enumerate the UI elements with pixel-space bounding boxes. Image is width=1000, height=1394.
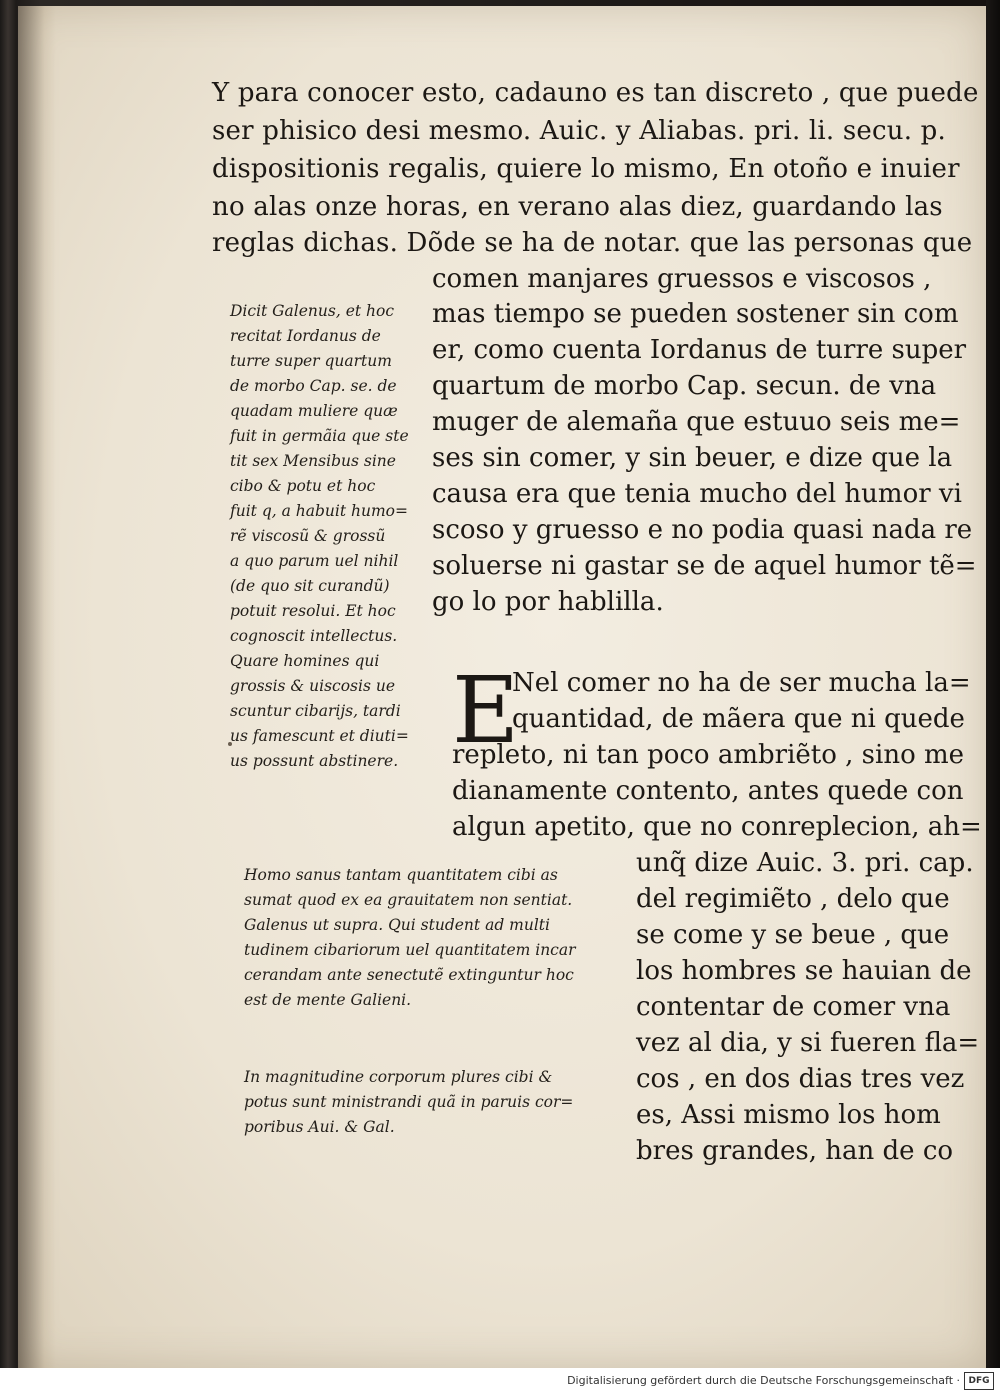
gloss-line: grossis & uiscosis ue [230,677,395,695]
body-text-line: mas tiempo se pueden sostener sin com [432,299,959,329]
body-text-line: ses sin comer, y sin beuer, e dize que la [432,443,953,473]
page-edge [986,0,1000,1394]
gloss-line: tudinem cibariorum uel quantitatem incar [244,941,576,959]
gloss-line: sumat quod ex ea grauitatem non sentiat. [244,891,573,909]
body-text-line: vez al dia, y si fueren fla= [636,1028,980,1058]
digitization-footer [0,1368,1000,1394]
gloss-line: In magnitudine corporum plures cibi & [244,1068,553,1086]
body-text-line: comen manjares gruessos e viscosos , [432,264,932,294]
body-text-line: quantidad, de mãera que ni quede [512,704,965,734]
gloss-line: turre super quartum [230,352,392,370]
body-text-line: cos , en dos dias tres vez [636,1064,965,1094]
body-text-line: er, como cuenta Iordanus de turre super [432,335,967,365]
gloss-line: scuntur cibarijs, tardi [230,702,401,720]
body-text-line: go lo por hablilla. [432,587,664,617]
gloss-line: Galenus ut supra. Qui student ad multi [244,916,550,934]
gloss-line: (de quo sit curandũ) [230,577,390,595]
gloss-line: Homo sanus tantam quantitatem cibi as [244,866,558,884]
body-text-line: dianamente contento, antes quede con [452,776,964,806]
gloss-line: de morbo Cap. se. de [230,377,397,395]
footer-credit: Digitalisierung gefördert durch die Deutsche Forschungsgemeinschaft · [567,1374,960,1387]
body-text-line: algun apetito, que no conreplecion, ah= [452,812,982,842]
gloss-line: potuit resolui. Et hoc [230,602,396,620]
dfg-logo: DFG [964,1372,994,1390]
gloss-line: recitat Iordanus de [230,327,381,345]
gloss-line: rẽ viscosũ & grossũ [230,527,386,545]
body-text-line: es, Assi mismo los hom [636,1100,941,1130]
main-text-line: reglas dichas. Dõde se ha de notar. que las personas que [212,228,973,258]
gloss-line: est de mente Galieni. [244,991,412,1009]
page-gutter [18,6,56,1368]
body-text-line: bres grandes, han de co [636,1136,954,1166]
gloss-line: cognoscit intellectus. [230,627,398,645]
drop-cap: E [452,657,520,764]
gloss-line: cerandam ante senectutẽ extinguntur hoc [244,966,574,984]
main-text-line: ser phisico desi mesmo. Auic. y Aliabas. pri. li. secu. p. [212,116,946,146]
gloss-line: cibo & potu et hoc [230,477,376,495]
main-text-line: dispositionis regalis, quiere lo mismo, En otoño e inuier [212,154,960,184]
gloss-line: fuit q, a habuit humo= [230,502,409,520]
gloss-line: us famescunt et diuti= [230,727,409,745]
gloss-line: Quare homines qui [230,652,380,670]
gloss-line: fuit in germãia que ste [230,427,409,445]
body-text-line: Nel comer no ha de ser mucha la= [512,668,971,698]
body-text-line: contentar de comer vna [636,992,951,1022]
body-text-line: unq̃ dize Auic. 3. pri. cap. [636,848,974,878]
body-text-line: quartum de morbo Cap. secun. de vna [432,371,937,401]
body-text-line: del regimiẽto , delo que [636,884,950,914]
gloss-line: poribus Aui. & Gal. [244,1118,395,1136]
gloss-line: us possunt abstinere. [230,752,399,770]
body-text-line: repleto, ni tan poco ambriẽto , sino me [452,740,965,770]
body-text-line: muger de alemaña que estuuo seis me= [432,407,961,437]
gloss-line: tit sex Mensibus sine [230,452,396,470]
body-text-line: se come y se beue , que [636,920,950,950]
main-text-line: no alas onze horas, en verano alas diez, guardando las [212,192,943,222]
main-text-line: Y para conocer esto, cadauno es tan discreto , que puede [212,78,979,108]
gloss-line: quadam muliere quæ [230,402,398,420]
body-text-line: causa era que tenia mucho del humor vi [432,479,962,509]
body-text-line: soluerse ni gastar se de aquel humor tẽ= [432,551,977,581]
body-text-line: los hombres se hauian de [636,956,972,986]
gloss-line: Dicit Galenus, et hoc [230,302,395,320]
gloss-line: a quo parum uel nihil [230,552,399,570]
gloss-line: potus sunt ministrandi quã in paruis cor= [244,1093,574,1111]
body-text-line: scoso y gruesso e no podia quasi nada re [432,515,973,545]
